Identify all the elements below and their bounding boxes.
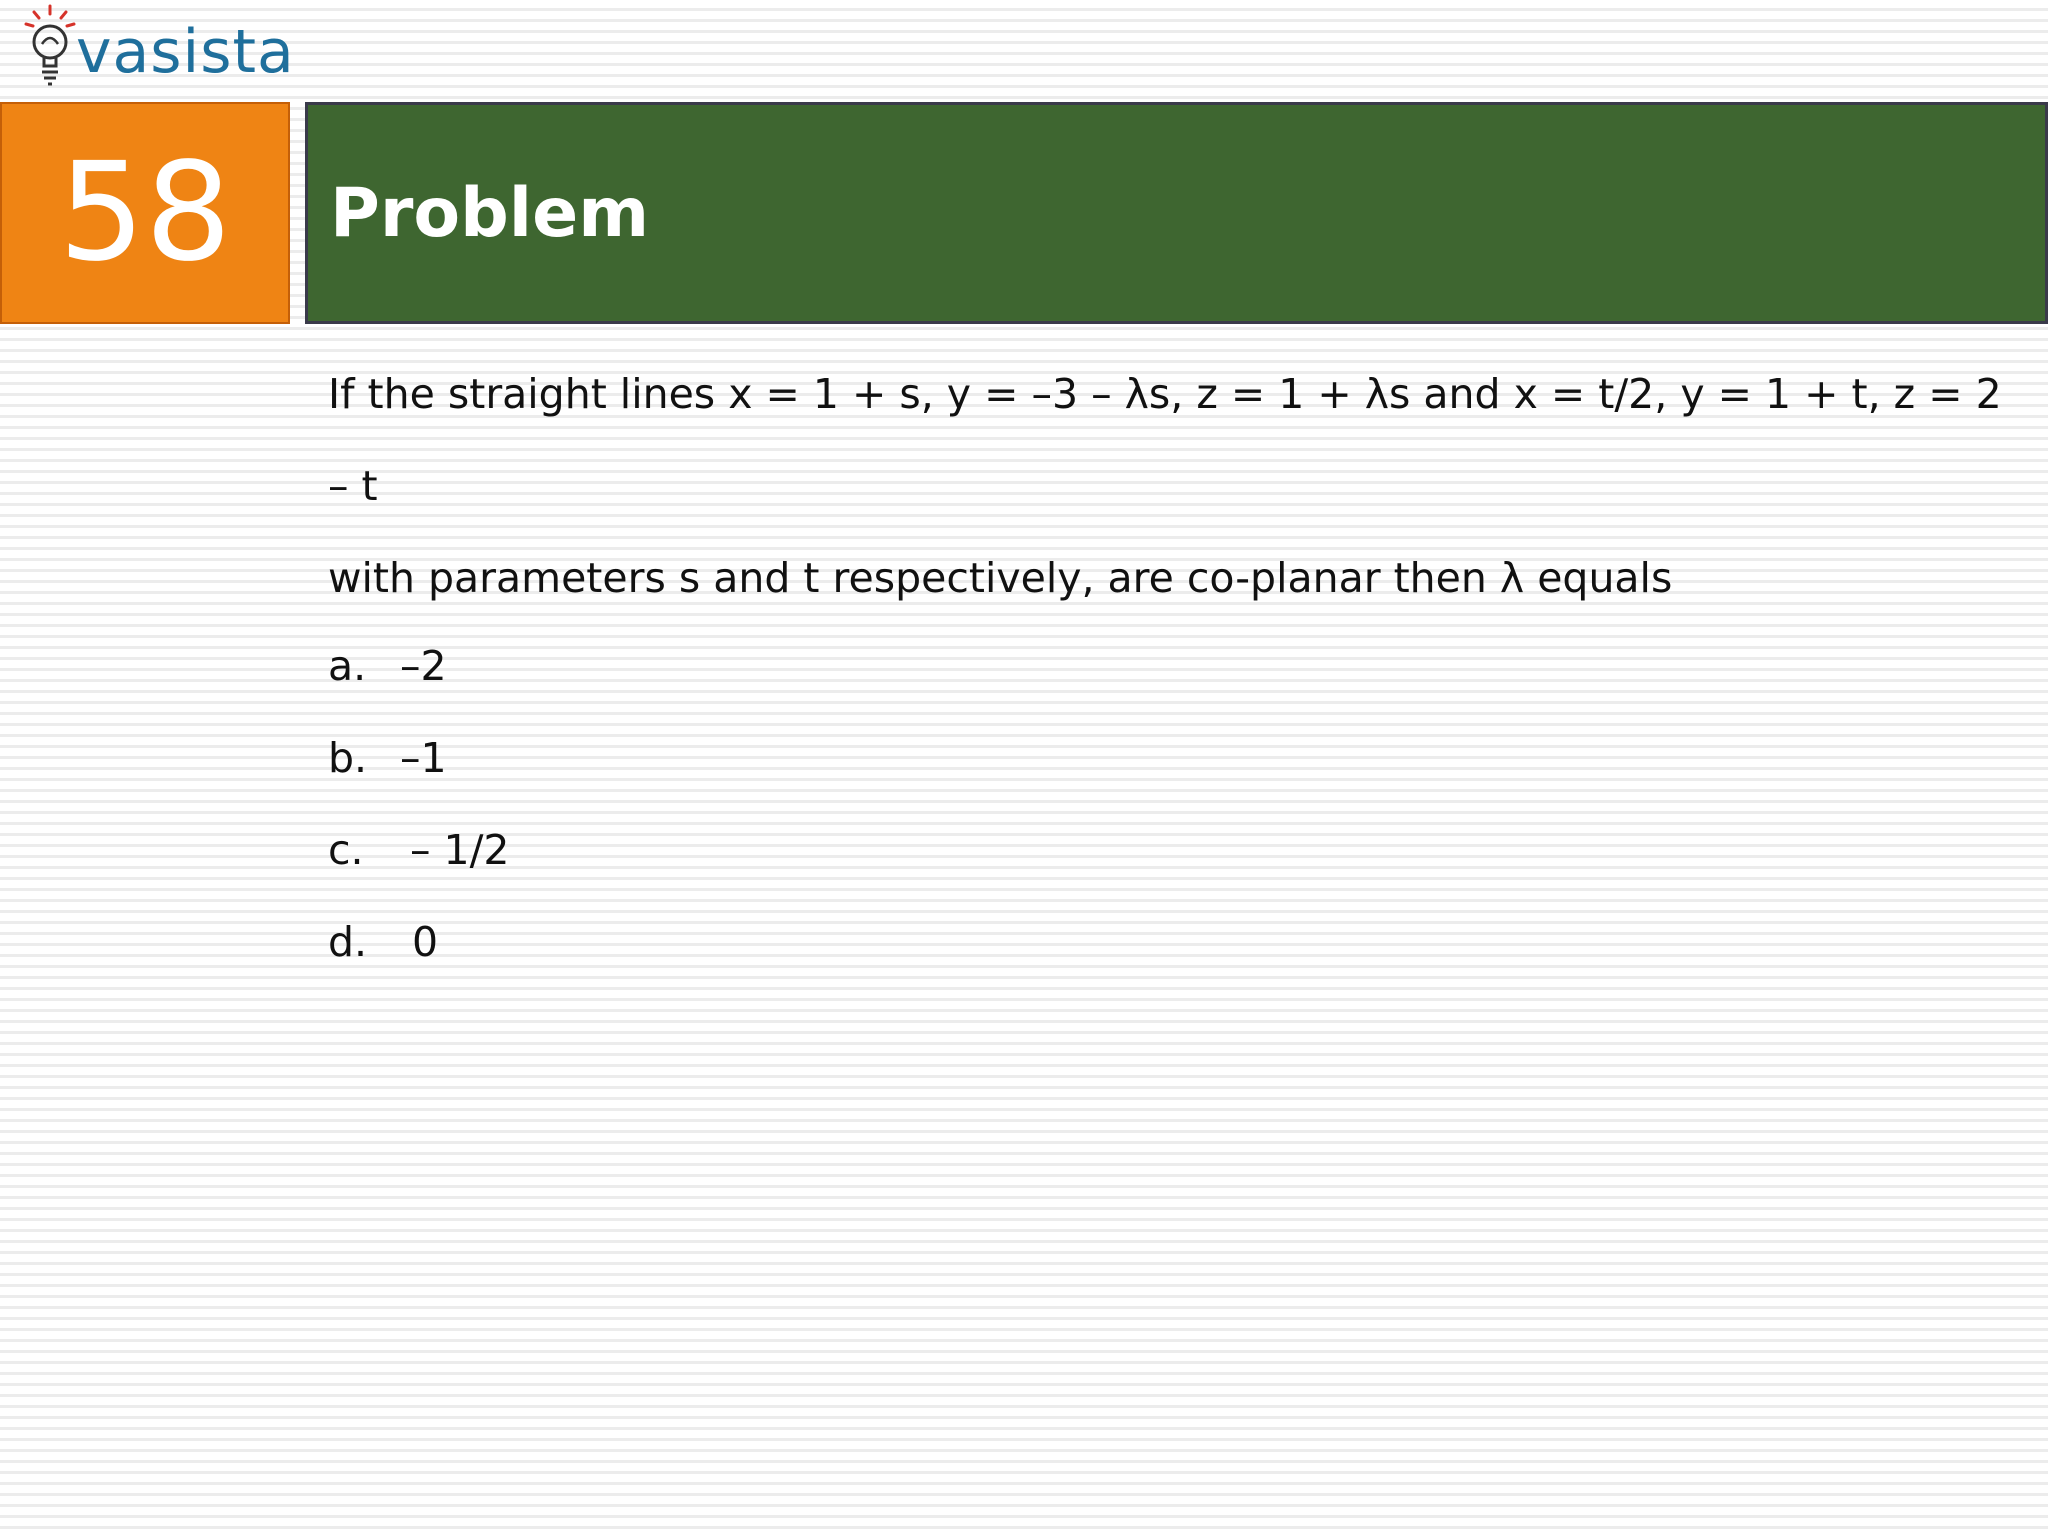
answer-options (328, 620, 510, 988)
option-letter: b. (328, 734, 368, 782)
question-line-2: with parameters s and t respectively, are co-planar then λ equals (328, 554, 1673, 602)
option-letter: d. (328, 918, 368, 966)
option-b (328, 712, 510, 804)
slide-number: 58 (58, 134, 232, 292)
option-value: –2 (400, 642, 447, 690)
option-value: – 1/2 (410, 826, 510, 874)
option-letter: c. (328, 826, 364, 874)
question-line-1: If the straight lines x = 1 + s, y = –3 – λs, z = 1 + λs and x = t/2, y = 1 + t, z = 2 – t (328, 370, 2002, 510)
option-letter: a. (328, 642, 367, 690)
slide-title: Problem (330, 173, 650, 253)
title-bar (305, 102, 2048, 324)
logo-text: vasista (76, 17, 295, 87)
vasista-logo (20, 4, 295, 96)
option-c (328, 804, 510, 896)
option-value: 0 (412, 918, 439, 966)
lightbulb-icon (20, 4, 80, 96)
option-a (328, 620, 510, 712)
slide-number-box (0, 102, 290, 324)
option-d (328, 896, 510, 988)
option-value: –1 (400, 734, 447, 782)
question-text (328, 348, 2028, 624)
